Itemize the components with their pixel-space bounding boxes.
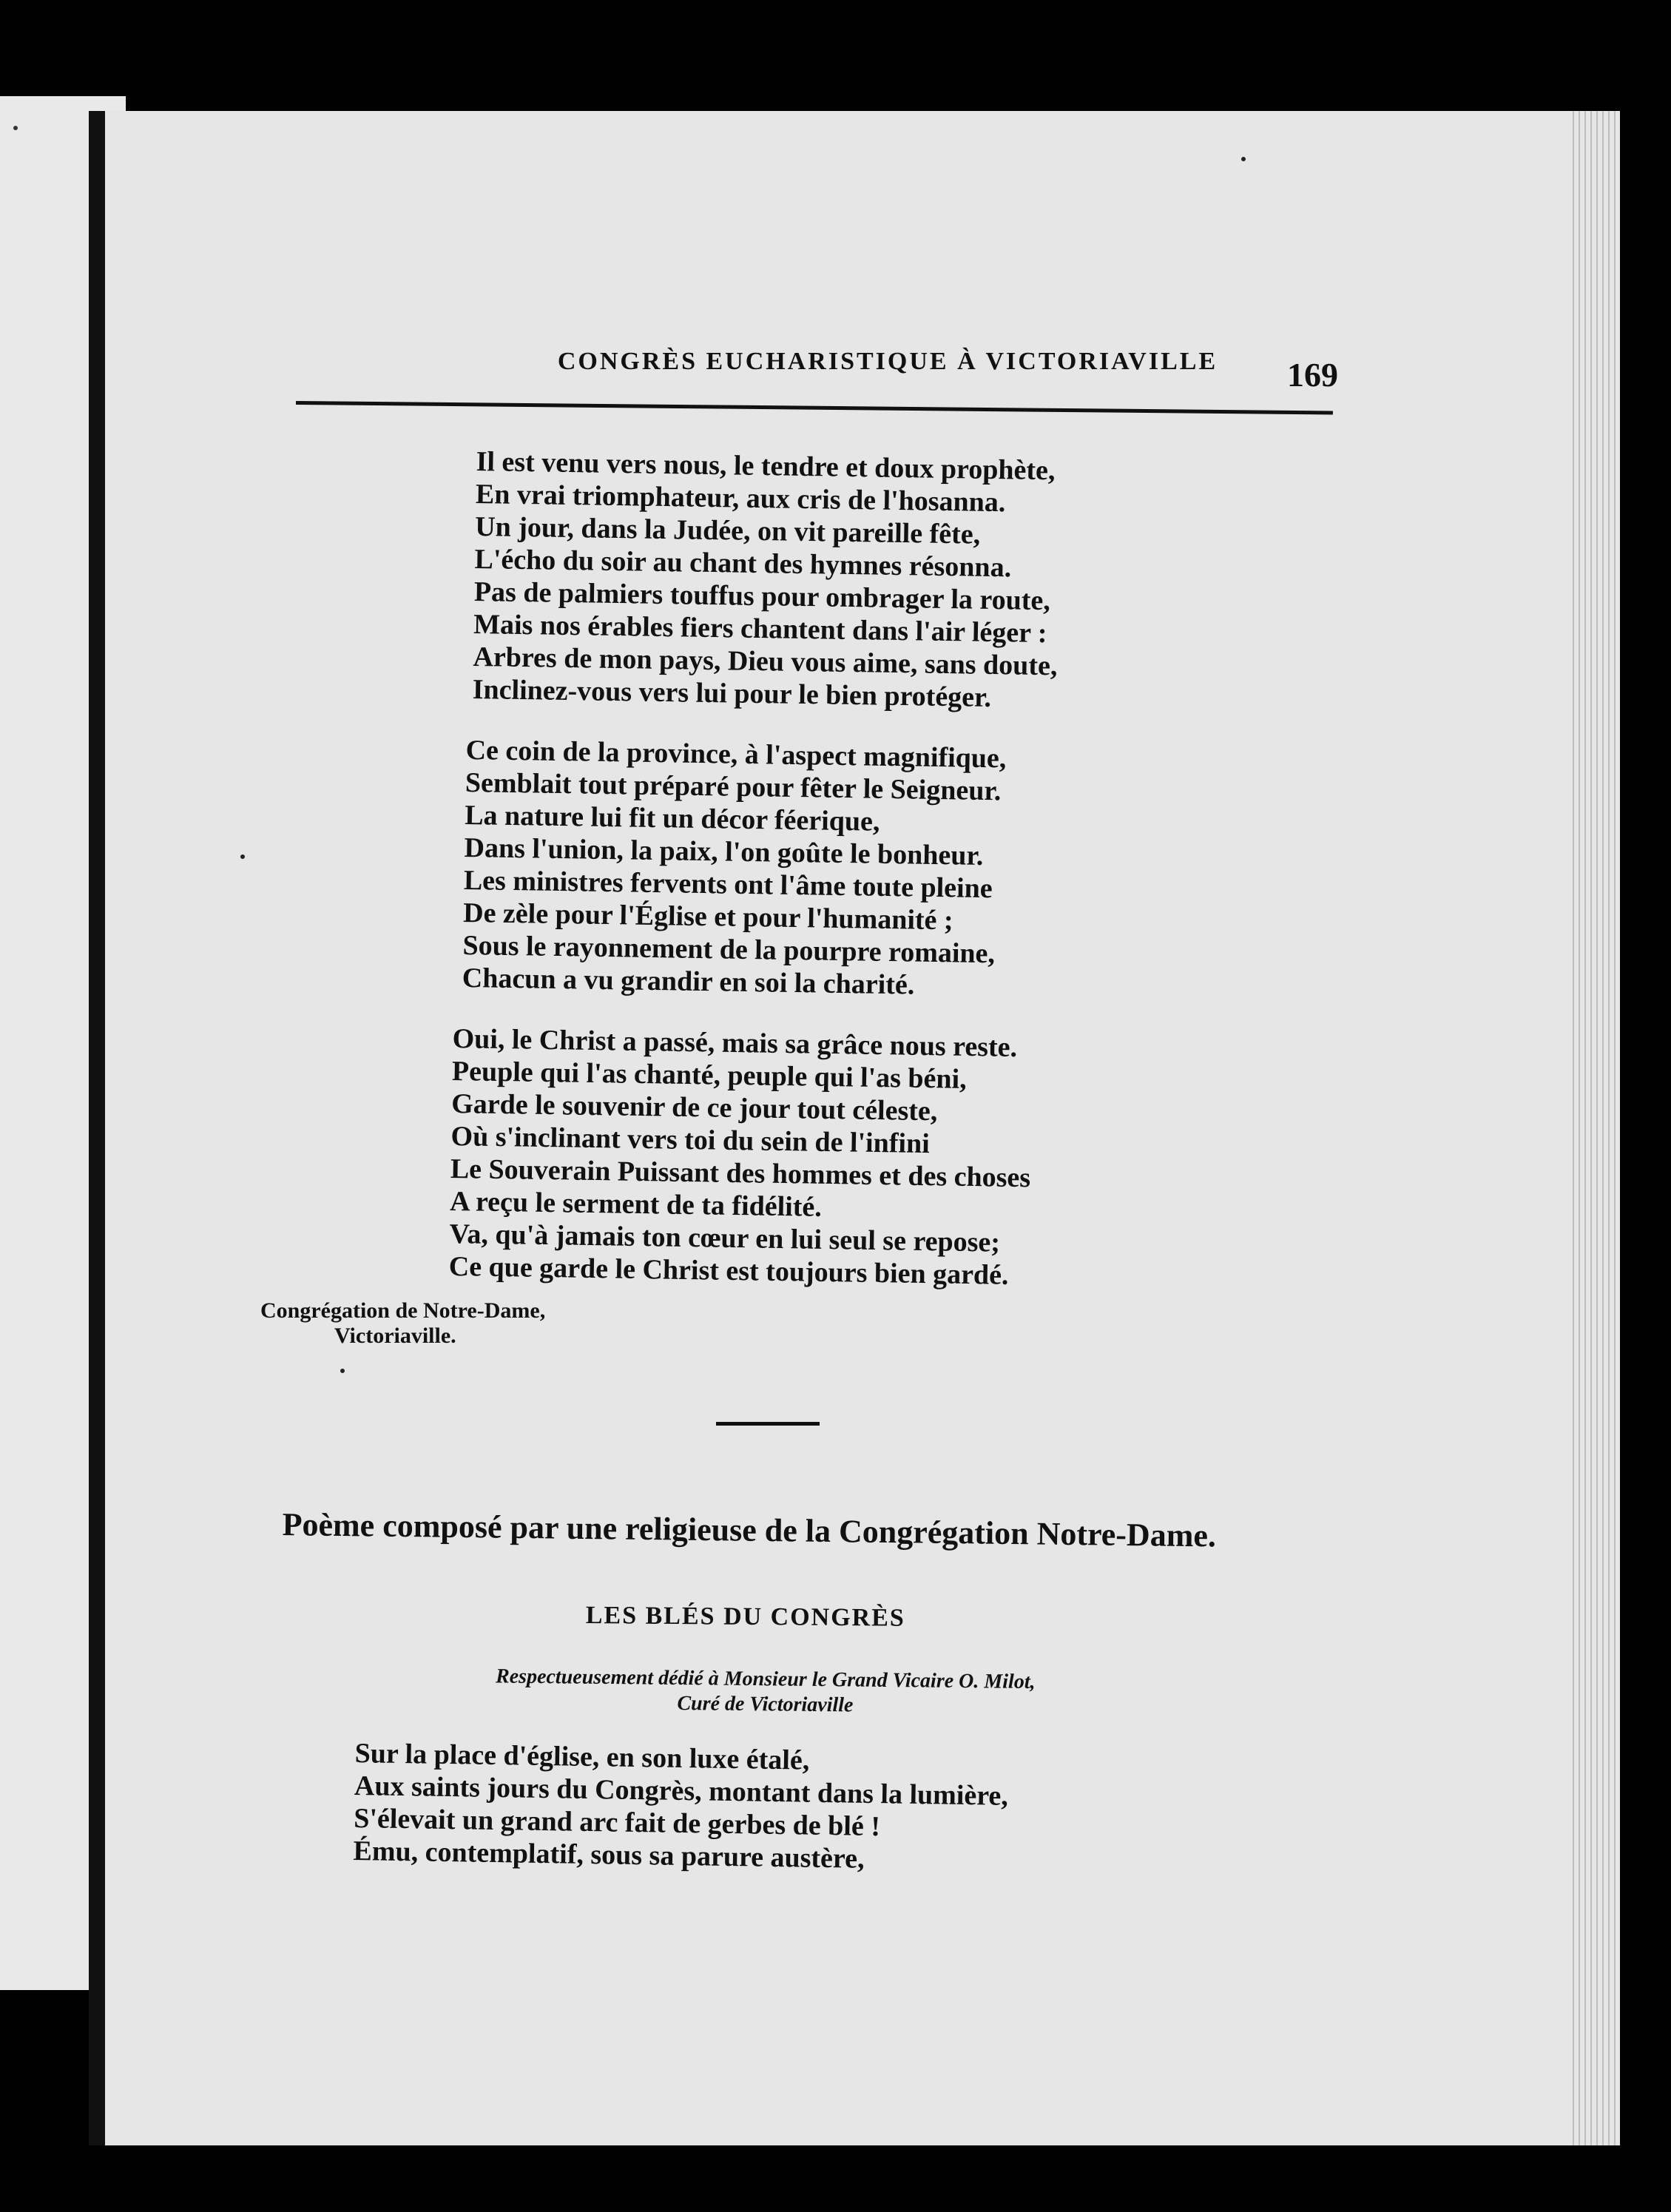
poem2-heading: Poème composé par une religieuse de la Congrégation Notre-Dame. [282,1505,1217,1554]
poem1-stanza-3 [448,1022,1192,1295]
verse-line: De zèle pour l'Église et pour l'humanité ; [462,897,953,937]
verse-line: Sous le rayonnement de la pourpre romaine, [462,929,996,970]
verse-line: Pas de palmiers touffus pour ombrager la route, [473,576,1051,617]
verse-line: Mais nos érables fiers chantent dans l'air léger : [473,608,1047,650]
dedication-line-2: Curé de Victoriaville [677,1691,854,1717]
page-number: 169 [1287,356,1338,394]
dedication-line-1: Respectueusement dédié à Monsieur le Grand Vicaire O. Milot, [495,1665,1036,1694]
verse-line: La nature lui fit un décor féerique, [464,799,880,837]
poem1-signature [260,1298,545,1349]
verse-line: Va, qu'à jamais ton cœur en lui seul se repose; [449,1218,1001,1258]
verse-line: Le Souverain Puissant des hommes et des choses [450,1153,1031,1194]
verse-line: S'élevait un grand arc fait de gerbes de blé ! [353,1802,881,1843]
verse-line: Inclinez-vous vers lui pour le bien protéger. [472,673,992,713]
verse-line: Arbres de mon pays, Dieu vous aime, sans doute, [473,641,1058,682]
poem2-dedication [395,1663,1135,1721]
running-head: CONGRÈS EUCHARISTIQUE À VICTORIAVILLE [557,348,1218,375]
poem1-stanza-1 [472,445,1215,718]
verse-line: Un jour, dans la Judée, on vit pareille fête, [474,510,981,550]
verse-line: Semblait tout préparé pour fêter le Seigneur. [465,766,1002,807]
verse-line: Aux saints jours du Congrès, montant dans la lumière, [354,1770,1009,1812]
poem2-title: LES BLÉS DU CONGRÈS [585,1602,905,1632]
book-page [89,111,1620,2145]
page-binding [89,111,105,2145]
header-rule [296,401,1333,414]
print-speck [340,1369,345,1373]
verse-line: Chacun a vu grandir en soi la charité. [462,962,915,1001]
print-speck [1241,157,1246,161]
signature-line-2: Victoriaville. [334,1324,456,1348]
verse-line: Les ministres fervents ont l'âme toute pleine [463,864,993,905]
poem1-stanza-2 [462,734,1205,1006]
verse-line: Il est venu vers nous, le tendre et doux prophète, [476,445,1056,487]
verse-line: Dans l'union, la paix, l'on goûte le bonheur. [464,832,984,872]
verse-line: Ce que garde le Christ est toujours bien gardé. [448,1250,1009,1291]
verse-line: Où s'inclinant vers toi du sein de l'infini [450,1120,931,1160]
verse-line: Ce coin de la province, à l'aspect magnifique, [465,734,1007,775]
signature-line-1: Congrégation de Notre-Dame, [260,1298,546,1323]
verse-line: Peuple qui l'as chanté, peuple qui l'as béni, [451,1055,967,1095]
page-speck [13,126,18,130]
section-separator [716,1422,820,1426]
verse-line: Ému, contemplatif, sous sa parure austère, [353,1835,865,1875]
verse-line: L'écho du soir au chant des hymnes résonna. [474,543,1012,584]
verse-line: En vrai triomphateur, aux cris de l'hosanna. [475,478,1006,519]
poem2-stanza-1 [353,1737,1095,1879]
verse-line: Sur la place d'église, en son luxe étalé, [354,1737,810,1776]
verse-line: Garde le souvenir de ce jour tout céleste, [450,1088,938,1127]
verse-line: A reçu le serment de ta fidélité. [449,1185,823,1223]
page-stack-edge [1568,111,1620,2145]
print-speck [240,854,245,859]
verse-line: Oui, le Christ a passé, mais sa grâce nous reste. [452,1022,1018,1063]
